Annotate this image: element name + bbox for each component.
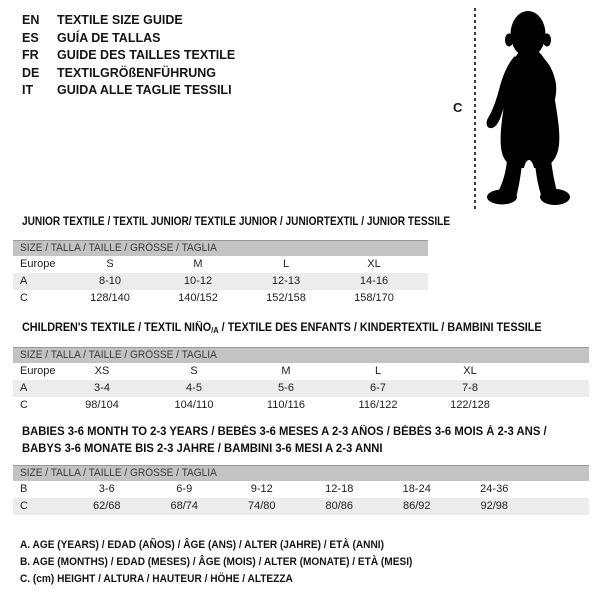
lang-row-de: [22, 65, 235, 83]
row-label: Europe: [20, 258, 56, 270]
cell: 6-9: [176, 483, 193, 495]
filler-cell: [418, 256, 428, 273]
cell: 110/116: [266, 399, 306, 411]
table-row-age: [13, 273, 428, 290]
cell: 74/80: [247, 500, 276, 512]
note-age-years: A. AGE (YEARS) / EDAD (AÑOS) / ÂGE (ANS) / ALTER (JAHRE) / ETÀ (ANNI): [20, 539, 384, 551]
cell: XL: [367, 258, 381, 270]
filler-cell: [516, 363, 589, 380]
children-table-title: [22, 320, 542, 340]
cell: L: [282, 258, 290, 270]
row-label: A: [20, 382, 28, 394]
table-row-height: [13, 290, 428, 307]
cell: 86/92: [402, 500, 431, 512]
cell: M: [193, 258, 203, 270]
cell: 104/110: [174, 399, 214, 411]
cell: 14-16: [359, 275, 389, 287]
table-row-months: [13, 481, 589, 498]
filler-cell: [418, 273, 428, 290]
size-header-bar: [13, 241, 428, 257]
filler-cell: [516, 380, 589, 397]
lang-row-en: [22, 12, 235, 30]
lang-title: TEXTILGRÖßENFÜHRUNG: [57, 65, 217, 80]
cell: 92/98: [480, 500, 509, 512]
children-title-pre: CHILDREN'S TEXTILE / TEXTIL NIÑO: [22, 322, 212, 334]
babies-title-line1: BABIES 3-6 MONTH TO 2-3 YEARS / BEBÉS 3-6 MESES A 2-3 AÑOS / BÉBÉS 3-6 MOIS À 2-3 ANS /: [22, 426, 547, 438]
note-height-cm: C. (cm) HEIGHT / ALTURA / HAUTEUR / HÖHE / ALTEZZA: [20, 573, 293, 585]
lang-code: ES: [22, 30, 39, 45]
cell: 9-12: [250, 483, 273, 495]
cell: 10-12: [183, 275, 213, 287]
table-row-height: [13, 397, 589, 414]
lang-row-es: [22, 30, 235, 48]
baby-silhouette-image: [483, 8, 575, 208]
table-row-europe: [13, 256, 428, 273]
cell: XS: [94, 365, 110, 377]
children-title-sub: /A: [211, 326, 219, 335]
size-header-bar: [13, 348, 589, 364]
row-label: B: [20, 483, 28, 495]
size-header-bar: [13, 466, 589, 482]
cell: XL: [463, 365, 477, 377]
lang-code: DE: [22, 65, 40, 80]
lang-row-it: [22, 82, 235, 100]
table-row-europe: [13, 363, 589, 380]
table-row-age: [13, 380, 589, 397]
cell: 24-36: [480, 483, 509, 495]
cell: 62/68: [92, 500, 121, 512]
cell: S: [106, 258, 114, 270]
cell: 18-24: [402, 483, 431, 495]
cell: 122/128: [450, 399, 490, 411]
cell: 128/140: [90, 292, 130, 304]
cell: 4-5: [186, 382, 202, 394]
lang-row-fr: [22, 47, 235, 65]
lang-title: TEXTILE SIZE GUIDE: [57, 13, 183, 27]
filler-cell: [516, 397, 589, 414]
row-label: C: [20, 292, 28, 304]
size-header-label: SIZE / TALLA / TAILLE / GRÖSSE / TAGLIA: [20, 467, 217, 479]
cell: S: [190, 365, 198, 377]
junior-table-title: JUNIOR TEXTILE / TEXTIL JUNIOR/ TEXTILE JUNIOR / JUNIORTEXTIL / JUNIOR TESSILE: [22, 216, 451, 228]
filler-cell: [418, 290, 428, 307]
lang-title: GUIDE DES TAILLES TEXTILE: [57, 48, 236, 62]
cell: 98/104: [85, 399, 119, 411]
legend-notes: [20, 537, 447, 588]
size-header-label: SIZE / TALLA / TAILLE / GRÖSSE / TAGLIA: [20, 349, 217, 361]
cell: 12-13: [271, 275, 301, 287]
row-label: A: [20, 275, 28, 287]
filler-cell: [533, 498, 589, 515]
row-label: C: [20, 399, 28, 411]
cell: 3-6: [98, 483, 115, 495]
cell: 3-4: [94, 382, 110, 394]
children-title-post: / TEXTILE DES ENFANTS / KINDERTEXTIL / BAMBINI TESSILE: [218, 322, 542, 334]
cell: 80/86: [325, 500, 354, 512]
filler-cell: [533, 481, 589, 498]
cell: M: [281, 365, 291, 377]
note-age-months: B. AGE (MONTHS) / EDAD (MESES) / ÂGE (MOIS) / ALTER (MONATE) / ETÀ (MESI): [20, 556, 413, 568]
row-label: C: [20, 500, 28, 512]
babies-title-line2: BABYS 3-6 MONATE BIS 2-3 JAHRE / BAMBINI 3-6 MESI A 2-3 ANNI: [22, 442, 383, 455]
measure-label-c: C: [453, 100, 463, 115]
size-header-label: SIZE / TALLA / TAILLE / GRÖSSE / TAGLIA: [20, 242, 217, 254]
cell: 7-8: [462, 382, 478, 394]
cell: 12-18: [325, 483, 354, 495]
babies-table-title: [22, 424, 547, 457]
cell: 152/158: [266, 292, 306, 304]
height-measure-dashed-line: [473, 8, 477, 211]
cell: L: [374, 365, 382, 377]
cell: 140/152: [178, 292, 218, 304]
language-header: [22, 12, 235, 100]
cell: 158/170: [354, 292, 394, 304]
babies-size-table: [13, 465, 589, 515]
cell: 5-6: [278, 382, 294, 394]
junior-size-table: [13, 240, 428, 307]
row-label: Europe: [20, 365, 56, 377]
lang-code: IT: [22, 83, 34, 97]
lang-code: FR: [22, 48, 39, 62]
cell: 6-7: [370, 382, 386, 394]
cell: 116/122: [358, 399, 398, 411]
lang-code: EN: [22, 13, 40, 27]
cell: 68/74: [170, 500, 199, 512]
table-row-height: [13, 498, 589, 515]
lang-title: GUÍA DE TALLAS: [57, 30, 161, 45]
cell: 8-10: [98, 275, 122, 287]
lang-title: GUIDA ALLE TAGLIE TESSILI: [57, 83, 232, 97]
children-size-table: [13, 347, 589, 414]
